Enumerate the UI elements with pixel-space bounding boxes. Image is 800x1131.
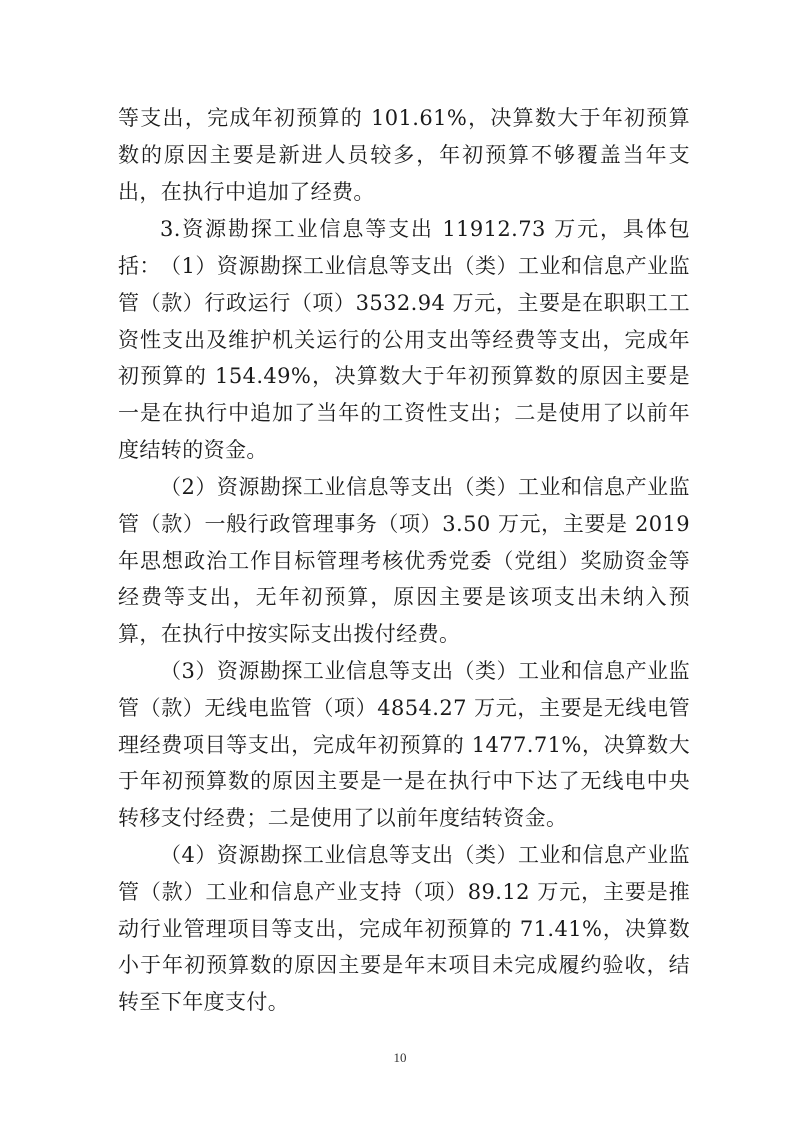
paragraph-item-2: （2）资源勘探工业信息等支出（类）工业和信息产业监管（款）一般行政管理事务（项）3.50 万元，主要是 2019 年思想政治工作目标管理考核优秀党委（党组）奖励资金等经费等支出，无年初预算，原因主要是该项支出未纳入预算，在执行中按实际支出拨付经费。: [118, 475, 690, 647]
paragraph-item-4: （4）资源勘探工业信息等支出（类）工业和信息产业监管（款）工业和信息产业支持（项）89.12 万元，主要是推动行业管理项目等支出，完成年初预算的 71.41%，决算数小于年初预算数的原因主要是年末项目未完成履约验收，结转至下年度支付。: [118, 843, 690, 1015]
paragraph-continuation: 等支出，完成年初预算的 101.61%，决算数大于年初预算数的原因主要是新进人员较多，年初预算不够覆盖当年支出，在执行中追加了经费。: [118, 106, 690, 204]
page-number: 10: [393, 1050, 407, 1065]
paragraph-item-3: （3）资源勘探工业信息等支出（类）工业和信息产业监管（款）无线电监管（项）4854.27 万元，主要是无线电管理经费项目等支出，完成年初预算的 1477.71%，决算数大于年初预算数的原因主要是一是在执行中下达了无线电中央转移支付经费；二是使用了以前年度结转资金。: [118, 659, 690, 831]
paragraph-section-3-heading: 3.资源勘探工业信息等支出 11912.73 万元，具体包括：: [118, 217, 690, 278]
paragraph-item-1: （1）资源勘探工业信息等支出（类）工业和信息产业监管（款）行政运行（项）3532.94 万元，主要是在职职工工资性支出及维护机关运行的公用支出等经费等支出，完成年初预算的 154.49%，决算数大于年初预算数的原因主要是一是在执行中追加了当年的工资性支出；二是使用了以前年度结转的资金。: [118, 254, 690, 462]
